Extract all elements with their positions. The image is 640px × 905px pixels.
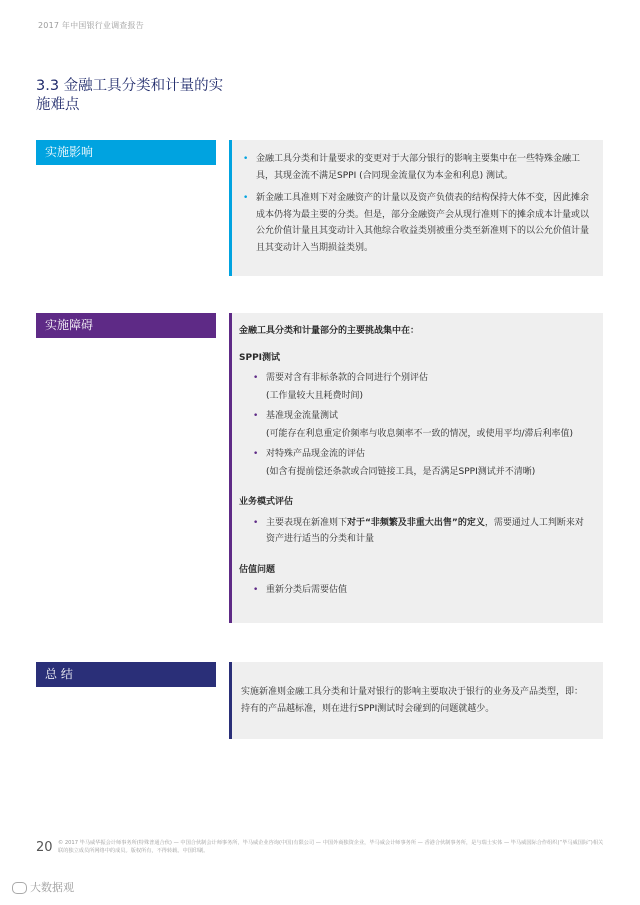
impact-panel xyxy=(229,140,603,276)
sppi-item-1 xyxy=(253,370,589,387)
section-title xyxy=(36,77,256,115)
sppi-list xyxy=(253,370,589,387)
business-model-item xyxy=(253,515,589,548)
section-title-line-2: 施难点 xyxy=(36,97,80,114)
business-model-list xyxy=(253,515,589,548)
impact-tag: 实施影响 xyxy=(36,140,216,165)
sppi-item-note: (如含有提前偿还条款或合同链接工具，是否满足SPPI测试并不清晰) xyxy=(266,466,536,477)
sppi-item-note: (可能存在利息重定价频率与收息频率不一致的情况，或使用平均/滞后利率值) xyxy=(266,428,574,439)
report-header: 2017 年中国银行业调查报告 xyxy=(38,21,144,30)
summary-panel xyxy=(229,662,603,739)
bullet-icon: • xyxy=(243,193,249,203)
obstacles-accent-bar xyxy=(229,313,232,623)
bullet-icon: • xyxy=(253,517,259,528)
bullet-icon: • xyxy=(253,373,259,383)
sppi-list xyxy=(253,408,589,425)
valuation-title: 估值问题 xyxy=(239,564,276,575)
valuation-item xyxy=(253,582,589,599)
sppi-item-2 xyxy=(253,408,589,425)
valuation-text: 重新分类后需要估值 xyxy=(266,585,348,595)
obstacles-heading: 金融工具分类和计量部分的主要挑战集中在： xyxy=(239,326,420,336)
watermark-logo-icon xyxy=(12,882,27,894)
bullet-icon: • xyxy=(253,449,259,459)
impact-bullet-text: 金融工具分类和计量要求的变更对于大部分银行的影响主要集中在一些特殊金融工具，其现金流不满足SPPI (合同现金流量仅为本金和利息) 测试。 xyxy=(256,154,581,181)
sppi-item-3 xyxy=(253,446,589,463)
summary-tag: 总 结 xyxy=(36,662,216,687)
sppi-item-text: 对特殊产品现金流的评估 xyxy=(266,449,366,459)
obstacles-panel xyxy=(229,313,603,623)
sppi-item-note: (工作量较大且耗费时间) xyxy=(266,390,364,401)
impact-bullet-2 xyxy=(243,190,589,256)
business-model-emphasis: 对于“非频繁及非重大出售”的定义 xyxy=(347,517,485,528)
bullet-icon: • xyxy=(253,585,259,595)
legal-notice: © 2017 毕马威华振会计师事务所(特殊普通合伙) — 中国合伙制会计师事务所，毕马威企业咨询(中国)有限公司 — 中国外商独资企业，毕马威会计师事务所 — 香港合伙制事务所，是与瑞士实体 — 毕马威国际合作组织(“毕马威国际”)相关联的独立成员所网络中的成员。版权所有，不得转载。中国印刷。 xyxy=(58,840,604,854)
watermark xyxy=(12,879,74,895)
sppi-title: SPPI测试 xyxy=(239,352,281,363)
summary-text: 实施新准则金融工具分类和计量对银行的影响主要取决于银行的业务及产品类型，即：持有的产品越标准，则在进行SPPI测试时会碰到的问题就越少。 xyxy=(241,687,584,714)
business-model-text: 主要表现在新准则下 xyxy=(266,517,348,528)
valuation-list xyxy=(253,582,589,599)
sppi-item-text: 需要对含有非标条款的合同进行个别评估 xyxy=(266,373,429,383)
summary-accent-bar xyxy=(229,662,232,739)
sppi-list xyxy=(253,446,589,463)
impact-list xyxy=(243,151,589,256)
impact-bullet-text: 新金融工具准则下对金融资产的计量以及资产负债表的结构保持大体不变，因此摊余成本仍将为最主要的分类。但是，部分金融资产会从现行准则下的摊余成本计量或以公允价值计量且其变动计入其他综合收益类别被重分类至新准则下的以公允价值计量且其变动计入当期损益类别。 xyxy=(256,193,590,253)
obstacles-tag: 实施障碍 xyxy=(36,313,216,338)
impact-bullet-1 xyxy=(243,151,589,184)
watermark-text: 大数据观 xyxy=(30,881,74,894)
business-model-text: ，需要通过人工判断来对资产进行适当的分类和计量 xyxy=(266,517,584,544)
page-number: 20 xyxy=(36,840,53,855)
impact-accent-bar xyxy=(229,140,232,276)
business-model-title: 业务模式评估 xyxy=(239,497,294,507)
bullet-icon: • xyxy=(253,411,259,421)
section-title-line-1: 3.3 金融工具分类和计量的实 xyxy=(36,78,224,95)
bullet-icon: • xyxy=(243,154,249,164)
sppi-item-text: 基准现金流量测试 xyxy=(266,411,339,421)
